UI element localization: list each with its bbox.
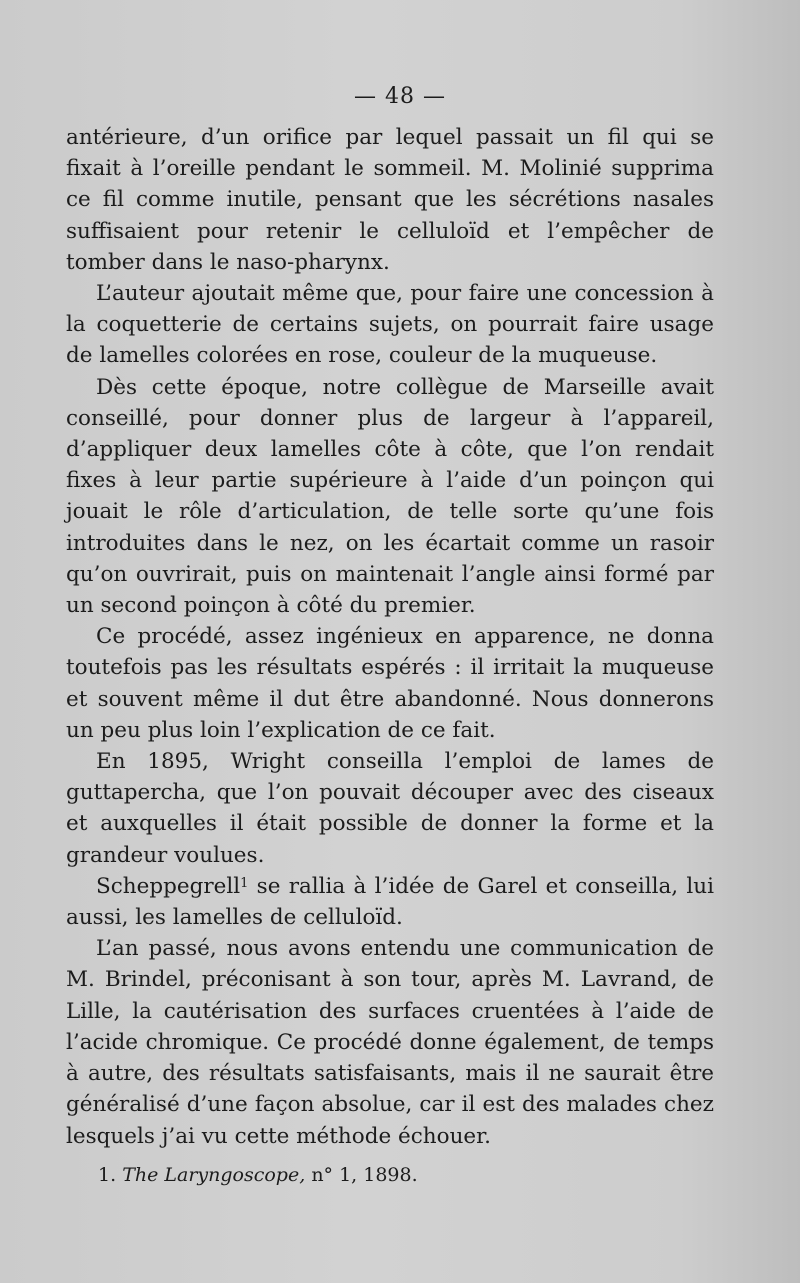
page-number: — 48 — — [354, 84, 446, 109]
footnote-marker: 1. — [98, 1164, 117, 1186]
footnote — [98, 1162, 718, 1188]
scheppegrell-text: se rallia à l’idée de Garel et conseilla, lui aussi, les lamelles de celluloïd. — [66, 873, 714, 931]
paragraph-wright: En 1895, Wright conseilla l’emploi de lames de guttapercha, que l’on pouvait découper avec des ciseaux et auxquelles il était possible de donner la forme et la grandeur voulues. — [66, 749, 714, 868]
paragraph-brindel: L’an passé, nous avons entendu une communication de M. Brindel, préconisant à son tour, après M. Lavrand, de Lille, la cautérisation des surfaces cruentées à l’aide de l’acide chromique. Ce procédé donne également, de temps à autre, des résultats satisfaisants, mais il ne saurait être généralisé d’une façon absolue, car il est des malades chez lesquels j’ai vu cette méthode échouer. — [66, 936, 714, 1149]
body-text — [66, 122, 714, 1152]
paragraph-marseille: Dès cette époque, notre collègue de Marseille avait conseillé, pour donner plus de largeur à l’appareil, d’appliquer deux lamelles côte à côte, que l’on rendait fixes à leur partie supérieure à l’aide d’un poinçon qui jouait le rôle d’articulation, de telle sorte qu’une fois introduites dans le nez, on les écartait comme un rasoir qu’on ouvrirait, puis on maintenait l’angle ainsi formé par un second poinçon à côté du premier. — [66, 374, 714, 619]
scheppegrell-name: Scheppegrell — [96, 873, 241, 899]
footnote-details: n° 1, 1898. — [311, 1164, 418, 1186]
paragraph-continuation: antérieure, d’un orifice par lequel passait un fil qui se fixait à l’oreille pendant le sommeil. M. Molinié supprima ce fil comme inutile, pensant que les sécrétions nasales suffisaient pour retenir le celluloïd et l’empêcher de tomber dans le naso-pharynx. — [66, 125, 714, 275]
paragraph-scheppegrell — [66, 871, 714, 933]
footnote-title: The Laryngoscope, — [122, 1164, 306, 1186]
paragraph-coquetterie: L’auteur ajoutait même que, pour faire une concession à la coquetterie de certains sujets, on pourrait faire usage de lamelles colorées en rose, couleur de la muqueuse. — [66, 281, 714, 369]
paragraph-procede: Ce procédé, assez ingénieux en apparence, ne donna toutefois pas les résultats espérés : il irritait la muqueuse et souvent même il dut être abandonné. Nous donnerons un peu plus loin l’explication de ce fait. — [66, 624, 714, 743]
footnote-reference[interactable]: 1 — [240, 875, 249, 891]
